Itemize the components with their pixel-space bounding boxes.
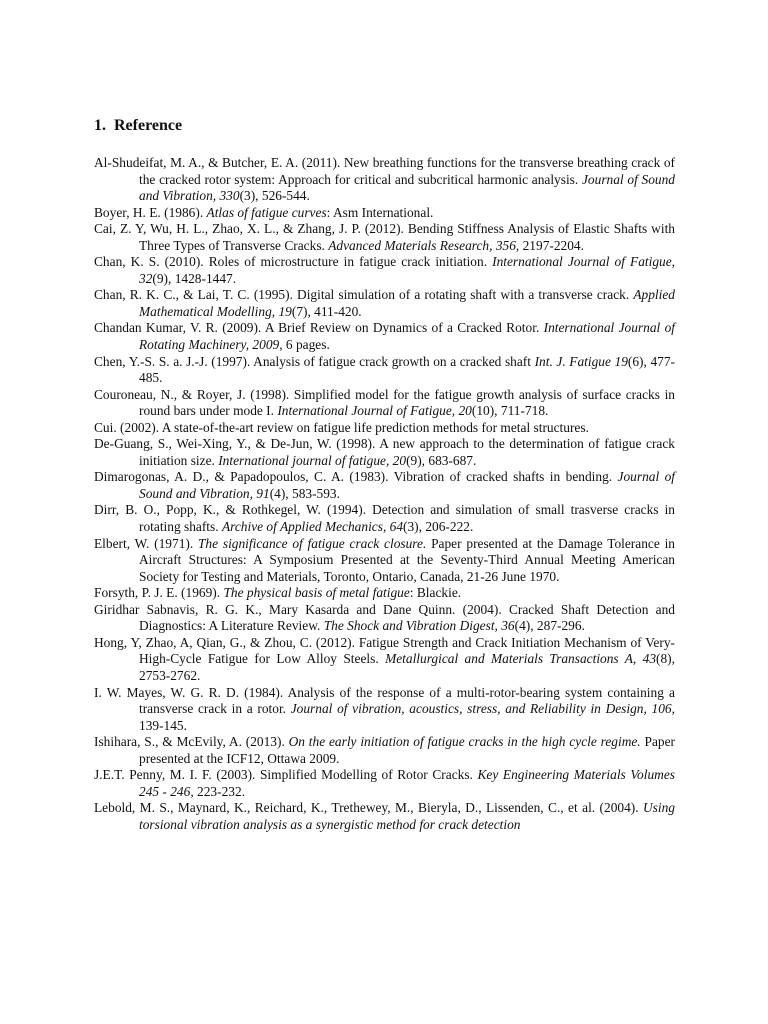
reference-entry <box>94 734 675 767</box>
reference-entry <box>94 205 675 222</box>
reference-text: Ishihara, S., & McEvily, A. (2013). <box>94 734 289 750</box>
reference-entry <box>94 469 675 502</box>
reference-text: (4), 583-593. <box>269 485 340 501</box>
reference-list <box>94 155 675 833</box>
reference-text: Chen, Y.-S. S. a. J.-J. (1997). Analysis of fatigue crack growth on a cracked shaft <box>94 353 535 369</box>
reference-text: (6), 477-485. <box>139 353 676 386</box>
section-number: 1. <box>94 117 106 134</box>
reference-text: Elbert, W. (1971). <box>94 535 198 551</box>
reference-entry <box>94 800 675 833</box>
reference-italic-text: International Journal of Fatigue, 20 <box>277 403 472 419</box>
reference-entry <box>94 287 675 320</box>
reference-text: Paper presented at the Damage Tolerance in Aircraft Structures: A Symposium Presented at the Seventy-Third Annual Meeting American Society for Testing and Materials, Toronto, Ontario, Canada, 21-26 June 1970. <box>139 535 675 584</box>
reference-italic-text: International journal of fatigue, 20 <box>218 452 407 468</box>
reference-italic-text: International Journal of Rotating Machinery, 2009 <box>139 320 675 353</box>
reference-entry <box>94 254 675 287</box>
section-heading <box>94 117 182 135</box>
reference-text: Hong, Y, Zhao, A, Qian, G., & Zhou, C. (2012). Fatigue Strength and Crack Initiation Mechanism of Very-High-Cycle Fatigue for Low Alloy Steels. <box>94 634 675 667</box>
reference-text: Chan, K. S. (2010). Roles of microstructure in fatigue crack initiation. <box>94 254 493 270</box>
reference-italic-text: On the early initiation of fatigue cracks in the high cycle regime. <box>288 734 641 750</box>
reference-text: (9), 1428-1447. <box>152 270 237 286</box>
reference-text: Chan, R. K. C., & Lai, T. C. (1995). Digital simulation of a rotating shaft with a transverse crack. <box>94 287 634 303</box>
reference-entry <box>94 602 675 635</box>
reference-text: : Blackie. <box>409 585 462 601</box>
reference-italic-text: The physical basis of metal fatigue <box>223 585 410 601</box>
reference-italic-text: Applied Mathematical Modelling, 19 <box>139 287 675 319</box>
reference-text: J.E.T. Penny, M. I. F. (2003). Simplified Modelling of Rotor Cracks. <box>94 767 478 783</box>
reference-italic-text: Metallurgical and Materials Transactions A, 43 <box>385 651 657 667</box>
reference-text: (9), 683-687. <box>406 452 477 468</box>
reference-text: Dirr, B. O., Popp, K., & Rothkegel, W. (1994). Detection and simulation of small trasverse cracks in rotating shafts. <box>94 502 675 535</box>
reference-entry <box>94 420 675 437</box>
reference-italic-text: Atlas of fatigue curves <box>206 204 327 220</box>
reference-italic-text: Journal of Sound and Vibration, 330 <box>139 171 675 204</box>
reference-italic-text: The Shock and Vibration Digest, 36 <box>323 618 515 634</box>
reference-italic-text: Using torsional vibration analysis as a synergistic method for crack detection <box>139 800 675 832</box>
reference-entry <box>94 685 675 735</box>
reference-text: (8), 2753-2762. <box>139 651 675 683</box>
reference-entry <box>94 320 675 353</box>
reference-text: I. W. Mayes, W. G. R. D. (1984). Analysis of the response of a multi-rotor-bearing system containing a transverse crack in a rotor. <box>94 684 675 717</box>
reference-italic-text: Journal of vibration, acoustics, stress, and Reliability in Design, 106 <box>290 701 672 717</box>
reference-text: Lebold, M. S., Maynard, K., Reichard, K., Trethewey, M., Bieryla, D., Lissenden, C., et al. (2004). <box>94 800 643 816</box>
section-title: Reference <box>114 117 183 134</box>
reference-text: (4), 287-296. <box>514 618 585 634</box>
reference-text: De-Guang, S., Wei-Xing, Y., & De-Jun, W. (1998). A new approach to the determination of fatigue crack initiation size. <box>94 436 675 468</box>
reference-italic-text: Advanced Materials Research, 356 <box>328 237 516 253</box>
reference-italic-text: Journal of Sound and Vibration, 91 <box>139 469 676 501</box>
reference-text: Giridhar Sabnavis, R. G. K., Mary Kasarda and Dane Quinn. (2004). Cracked Shaft Detection and Diagnostics: A Literature Review. <box>94 601 675 634</box>
reference-text: (10), 711-718. <box>471 403 549 419</box>
reference-text: (3), 526-544. <box>239 188 310 204</box>
reference-text: Paper presented at the ICF12, Ottawa 2009. <box>139 734 675 766</box>
reference-text: (7), 411-420. <box>291 303 362 319</box>
reference-text: , 139-145. <box>139 701 675 733</box>
reference-italic-text: International Journal of Fatigue, 32 <box>139 254 676 286</box>
reference-text: , 2197-2204. <box>515 237 584 253</box>
reference-text: Al-Shudeifat, M. A., & Butcher, E. A. (2011). New breathing functions for the transverse breathing crack of the cracked rotor system: Approach for critical and subcritical harmonic analysis. <box>94 155 675 187</box>
reference-text: Couroneau, N., & Royer, J. (1998). Simplified model for the fatigue growth analysis of surface cracks in round bars under mode I. <box>94 386 675 419</box>
reference-entry <box>94 354 675 387</box>
reference-text: Cui. (2002). A state-of-the-art review on fatigue life prediction methods for metal structures. <box>94 419 589 435</box>
reference-italic-text: The significance of fatigue crack closure. <box>197 535 427 551</box>
reference-text: (3), 206-222. <box>403 519 474 535</box>
reference-text: Forsyth, P. J. E. (1969). <box>94 585 224 601</box>
reference-text: , 6 pages. <box>279 337 330 353</box>
reference-entry <box>94 436 675 469</box>
reference-italic-text: Key Engineering Materials Volumes 245 - 246 <box>139 767 675 799</box>
reference-entry <box>94 221 675 254</box>
reference-entry <box>94 635 675 685</box>
reference-entry <box>94 155 675 205</box>
reference-italic-text: Archive of Applied Mechanics, 64 <box>221 519 404 535</box>
reference-text: Cai, Z. Y, Wu, H. L., Zhao, X. L., & Zhang, J. P. (2012). Bending Stiffness Analysis of Elastic Shafts with Three Types of Transverse Cracks. <box>94 221 675 253</box>
reference-text: Chandan Kumar, V. R. (2009). A Brief Review on Dynamics of a Cracked Rotor. <box>94 320 544 336</box>
reference-entry <box>94 536 675 586</box>
reference-entry <box>94 387 675 420</box>
reference-entry <box>94 502 675 535</box>
reference-italic-text: Int. J. Fatigue 19 <box>534 353 628 369</box>
reference-text: Dimarogonas, A. D., & Papadopoulos, C. A. (1983). Vibration of cracked shafts in bending. <box>94 469 618 485</box>
reference-text: , 223-232. <box>190 783 246 799</box>
reference-entry <box>94 585 675 602</box>
reference-entry <box>94 767 675 800</box>
reference-text: : Asm International. <box>326 204 434 220</box>
reference-text: Boyer, H. E. (1986). <box>94 204 207 220</box>
